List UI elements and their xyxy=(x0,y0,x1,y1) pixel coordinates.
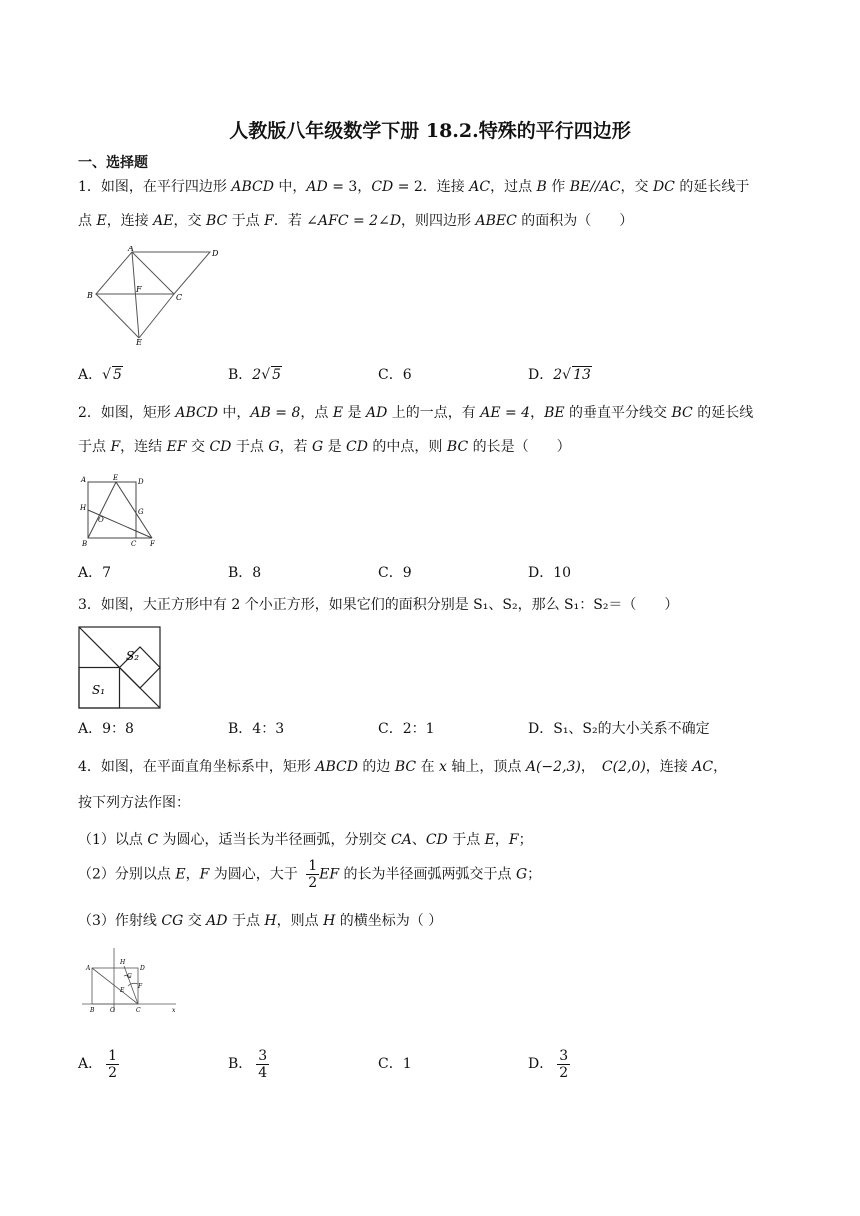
label-F: F xyxy=(136,285,142,294)
math: AE xyxy=(153,213,174,229)
text: （3）作射线 xyxy=(78,913,162,929)
math: AD xyxy=(306,179,328,195)
denominator: 2 xyxy=(308,875,318,891)
text: 2．如图，矩形 xyxy=(78,405,176,421)
math: AD xyxy=(365,405,388,421)
q1-option-b[interactable]: B．2√ 5 xyxy=(228,367,282,383)
math: CD xyxy=(346,439,368,455)
label-s2: S₂ xyxy=(126,649,140,663)
text: 交 xyxy=(186,439,210,455)
q4-option-a[interactable] xyxy=(78,1044,119,1084)
text: 于点 xyxy=(227,213,265,229)
text: ， xyxy=(580,759,602,775)
math: BC xyxy=(671,405,693,421)
q1-options xyxy=(78,364,778,388)
label-F: F xyxy=(150,540,155,548)
q3-option-d[interactable]: D．S₁、S₂的大小关系不确定 xyxy=(528,721,710,737)
label-G: G xyxy=(138,508,144,516)
q4-option-d[interactable] xyxy=(528,1044,570,1084)
text: 为圆心，大于 xyxy=(209,866,303,883)
text: 、 xyxy=(411,832,426,848)
option-prefix: B． xyxy=(228,367,253,383)
text: 于点 xyxy=(447,832,485,848)
q1-option-a[interactable]: A．√ 5 xyxy=(78,367,122,383)
math: BE//AC xyxy=(569,179,621,195)
denominator: 4 xyxy=(258,1064,268,1081)
text: ，则四边形 xyxy=(401,213,476,229)
q1-figure xyxy=(84,246,224,346)
q4-step3 xyxy=(78,910,442,932)
text: 的横坐标为（ ） xyxy=(335,913,443,929)
math: G xyxy=(515,866,528,883)
math: F xyxy=(264,213,274,229)
math: ABCD xyxy=(315,759,358,775)
q4-option-b[interactable] xyxy=(228,1044,269,1084)
math: E xyxy=(484,832,495,848)
label-H: H xyxy=(120,959,126,966)
q4-line2: 按下列方法作图： xyxy=(78,795,190,811)
text: 是 xyxy=(343,405,366,421)
text: 的面积为（ ） xyxy=(516,213,634,229)
text: ，连接 xyxy=(645,759,693,775)
text: 上的一点，有 xyxy=(387,405,481,421)
text: 轴上，顶点 xyxy=(446,759,526,775)
text: ； xyxy=(518,832,533,848)
coefficient: 2 xyxy=(252,367,262,383)
text: ， xyxy=(530,405,545,421)
q2-option-d[interactable]: D．10 xyxy=(528,565,572,581)
text: 是 xyxy=(323,439,347,455)
text: = 2．连接 xyxy=(393,179,470,195)
q1-option-c[interactable]: C．6 xyxy=(378,367,412,383)
text: ，则点 xyxy=(276,913,324,929)
label-E: E xyxy=(136,338,142,346)
q2-option-a[interactable]: A．7 xyxy=(78,565,112,581)
numerator: 1 xyxy=(308,858,318,874)
q4-options xyxy=(78,1044,778,1088)
text: ，连结 xyxy=(120,439,167,455)
math: AC xyxy=(469,179,491,195)
math: BC xyxy=(446,439,469,455)
math: CD xyxy=(371,179,394,195)
text: = 3， xyxy=(327,179,372,195)
text: 点 xyxy=(78,213,97,229)
text: ，过点 xyxy=(490,179,537,195)
q2-figure xyxy=(78,472,168,548)
text: （2）分别以点 xyxy=(78,866,176,883)
math: F xyxy=(199,866,210,883)
text: 在 xyxy=(416,759,440,775)
label-F: F xyxy=(138,983,143,990)
coefficient: 2 xyxy=(553,367,563,383)
label-A: A xyxy=(86,965,91,972)
numerator: 3 xyxy=(258,1047,268,1064)
q3-option-a[interactable]: A．9：8 xyxy=(78,721,134,737)
label-C: C xyxy=(131,540,137,548)
text: 的垂直平分线交 xyxy=(564,405,672,421)
option-prefix: B． xyxy=(228,1056,253,1072)
fraction xyxy=(256,1048,269,1081)
label-s1: S₁ xyxy=(92,683,106,697)
label-B: B xyxy=(87,291,93,300)
math: CA xyxy=(390,832,412,848)
math: ABCD xyxy=(175,405,218,421)
math: H xyxy=(264,913,277,929)
fraction xyxy=(106,1048,119,1081)
fraction-half xyxy=(306,858,319,891)
option-prefix: D． xyxy=(528,367,554,383)
q2-option-b[interactable]: B．8 xyxy=(228,565,262,581)
page-title: 人教版八年级数学下册 18.2.特殊的平行四边形 xyxy=(229,120,631,142)
text: ； xyxy=(527,866,542,883)
math: E xyxy=(96,213,107,229)
math: BE xyxy=(544,405,565,421)
math: F xyxy=(110,439,121,455)
text: ， xyxy=(185,866,200,883)
text: ，交 xyxy=(620,179,653,195)
text: 的边 xyxy=(357,759,395,775)
math: CD xyxy=(425,832,448,848)
label-O: O xyxy=(110,1007,115,1014)
math: AC xyxy=(692,759,714,775)
text: 中， xyxy=(217,405,251,421)
math: DC xyxy=(652,179,675,195)
math: AD xyxy=(206,913,228,929)
text: 的延长线 xyxy=(692,405,754,421)
label-E: E xyxy=(113,474,119,482)
q4-figure xyxy=(80,946,180,1020)
text: ．若 xyxy=(273,213,307,229)
text: ，连接 xyxy=(106,213,154,229)
math: ∠AFC = 2∠D xyxy=(306,213,402,229)
radicand: 5 xyxy=(113,367,122,383)
q3-option-b[interactable]: B．4：3 xyxy=(228,721,285,737)
math: CG xyxy=(161,913,184,929)
text: 为圆心，适当长为半径画弧，分别交 xyxy=(158,832,391,848)
text: ，交 xyxy=(173,213,206,229)
math: E xyxy=(332,405,344,421)
q2-options xyxy=(78,562,778,586)
fraction xyxy=(557,1048,570,1081)
text: 于点 xyxy=(227,913,265,929)
math: BC xyxy=(205,213,228,229)
label-A: A xyxy=(81,476,87,484)
label-O: O xyxy=(98,516,104,524)
text: 的长为半径画弧两弧交于点 xyxy=(339,866,516,883)
text: 的中点，则 xyxy=(367,439,447,455)
label-C: C xyxy=(136,1007,141,1014)
math: CD xyxy=(209,439,232,455)
text: 中， xyxy=(273,179,307,195)
q4-line1 xyxy=(78,756,727,778)
q1-line1 xyxy=(78,176,749,198)
text: 交 xyxy=(183,913,207,929)
label-H: H xyxy=(80,504,87,512)
math: EF xyxy=(319,866,340,883)
q2-line1 xyxy=(78,402,753,424)
text: （1）以点 xyxy=(78,832,148,848)
q3-options xyxy=(78,718,778,742)
text: ，若 xyxy=(279,439,312,455)
label-E: E xyxy=(120,987,125,994)
text: ， xyxy=(494,832,509,848)
math: E xyxy=(175,866,186,883)
label-x: x xyxy=(172,1007,176,1014)
math: AB = 8 xyxy=(250,405,301,421)
math: x xyxy=(439,759,447,775)
label-A: A xyxy=(128,246,134,253)
text: 的延长线于 xyxy=(674,179,750,195)
text: 1．如图，在平行四边形 xyxy=(78,179,232,195)
q1-option-d[interactable]: D．2√ 13 xyxy=(528,367,591,383)
math: G xyxy=(268,439,280,455)
math: ABEC xyxy=(475,213,517,229)
label-B: B xyxy=(82,540,88,548)
q3-figure xyxy=(78,626,162,710)
math: A(−2,3) xyxy=(525,759,581,775)
q4-step2 xyxy=(78,858,541,891)
math: H xyxy=(323,913,336,929)
math: B xyxy=(536,179,547,195)
q2-line2 xyxy=(78,436,571,458)
numerator: 3 xyxy=(559,1047,569,1064)
option-prefix: A． xyxy=(78,1056,103,1072)
label-D: D xyxy=(138,478,144,486)
math: EF xyxy=(166,439,187,455)
math: BC xyxy=(394,759,417,775)
label-C: C xyxy=(176,293,183,302)
q3-option-c[interactable]: C．2：1 xyxy=(378,721,435,737)
q4-option-c[interactable]: C．1 xyxy=(378,1056,412,1072)
numerator: 1 xyxy=(108,1047,118,1064)
q2-option-c[interactable]: C．9 xyxy=(378,565,412,581)
math: F xyxy=(508,832,519,848)
text: 4．如图，在平面直角坐标系中，矩形 xyxy=(78,759,316,775)
label-D: D xyxy=(212,249,219,258)
option-prefix: A． xyxy=(78,367,103,383)
q3-line1: 3．如图，大正方形中有 2 个小正方形，如果它们的面积分别是 S₁、S₂，那么 S₁：S₂＝（ ） xyxy=(78,597,679,613)
math: AE = 4 xyxy=(480,405,531,421)
label-B: B xyxy=(90,1007,95,1014)
q1-line2 xyxy=(78,210,633,232)
math: C xyxy=(147,832,159,848)
denominator: 2 xyxy=(559,1064,569,1081)
label-G: G xyxy=(127,973,132,980)
text: ，点 xyxy=(300,405,333,421)
label-D: D xyxy=(140,965,145,972)
denominator: 2 xyxy=(108,1064,118,1081)
text: 作 xyxy=(546,179,570,195)
option-prefix: D． xyxy=(528,1056,554,1072)
math: C(2,0) xyxy=(601,759,646,775)
radicand: 5 xyxy=(272,367,282,383)
text: 于点 xyxy=(78,439,111,455)
math: G xyxy=(311,439,324,455)
text: 于点 xyxy=(231,439,269,455)
text: ， xyxy=(713,759,728,775)
math: ABCD xyxy=(231,179,274,195)
radicand: 13 xyxy=(573,367,591,383)
q4-step1 xyxy=(78,829,533,851)
section-heading: 一、选择题 xyxy=(78,155,148,171)
text: 的长是（ ） xyxy=(468,439,571,455)
